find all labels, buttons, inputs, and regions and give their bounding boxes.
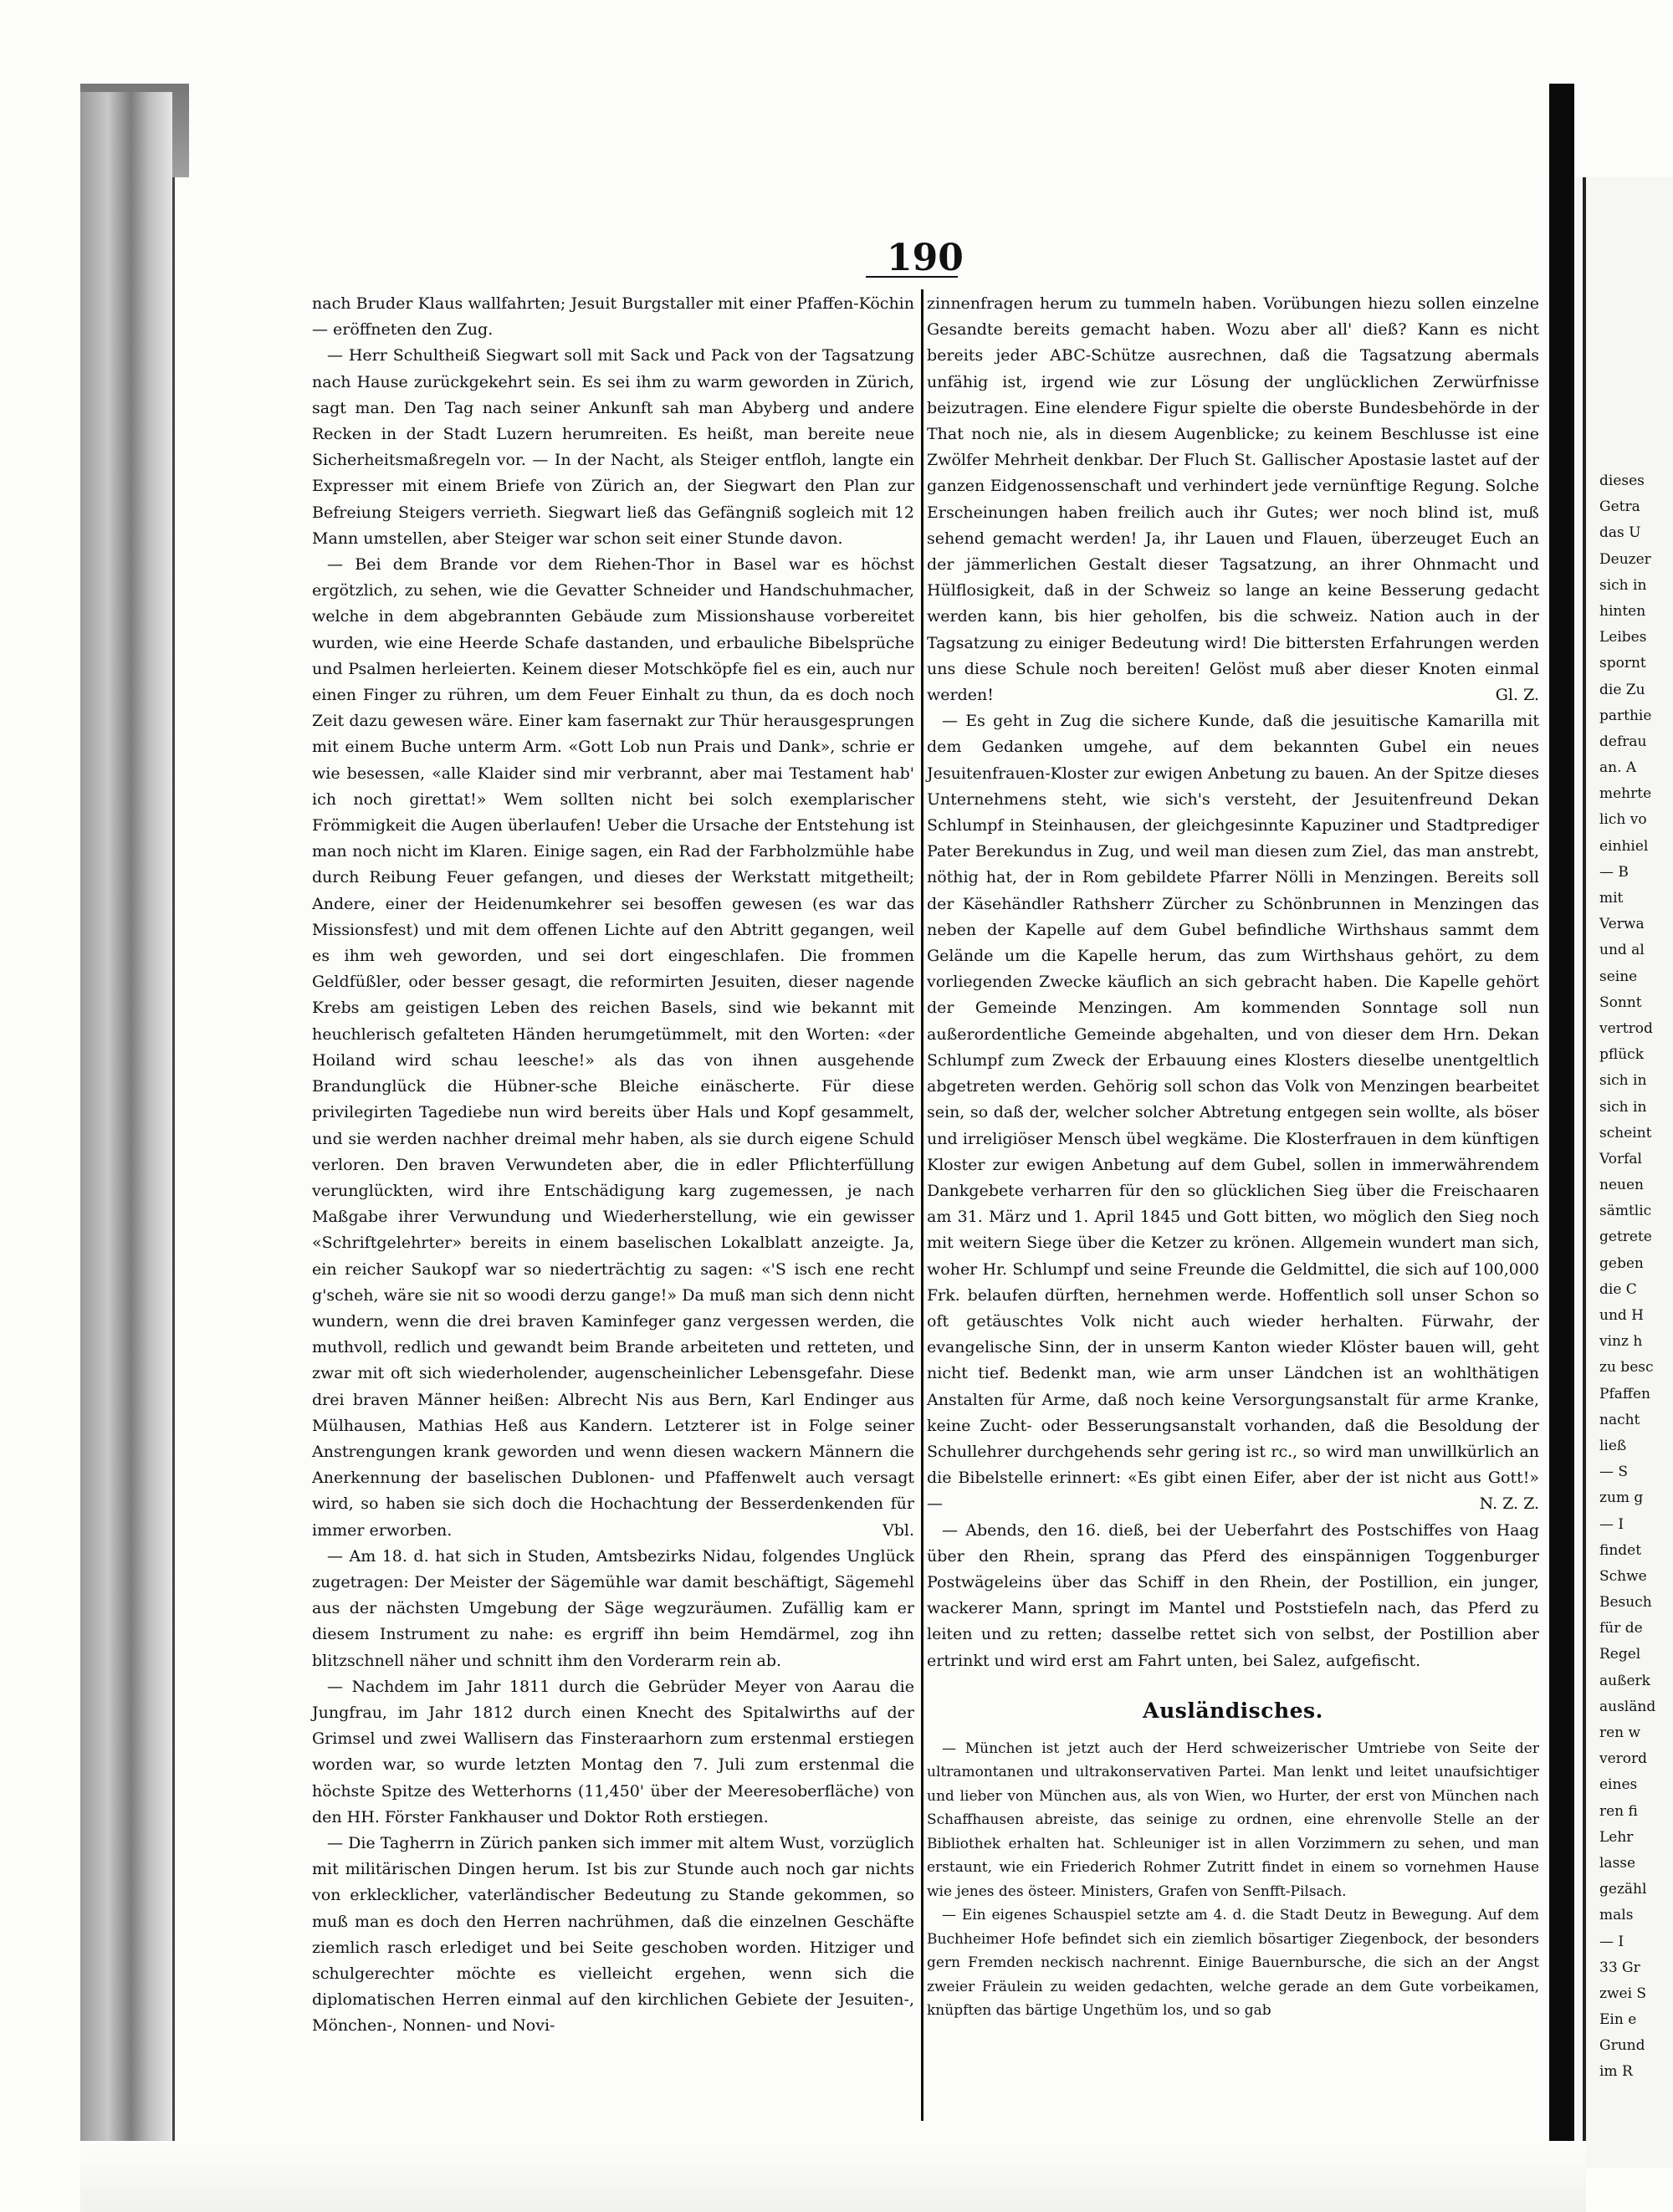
adjacent-page-fragments bbox=[1599, 468, 1673, 2086]
foreign-news-paragraph: — Ein eigenes Schauspiel setzte am 4. d. die Stadt Deutz in Bewegung. Auf dem Buchheimer Hofe befindet sich ein ziemlich bösartiger Ziegenbock, der besonders gern Fremden neckisch nachrennt. Einige Bauernbursche, die sich an der Angst zweier Fräulein zu weiden gedachten, welche gerade an dem Gute vorbeikamen, knüpften das bärtige Ungethüm los, und so gab bbox=[927, 1907, 1539, 2020]
adjacent-page-fragment: seine bbox=[1599, 968, 1638, 985]
adjacent-page-fragment: eines bbox=[1599, 1776, 1638, 1794]
adjacent-page-fragment: ren fi bbox=[1599, 1802, 1638, 1820]
adjacent-page-fragment: verord bbox=[1599, 1750, 1648, 1768]
adjacent-page-fragment: neuen bbox=[1599, 1177, 1644, 1194]
adjacent-page-fragment: für de bbox=[1599, 1620, 1643, 1637]
adjacent-page-fragment: zwei S bbox=[1599, 1985, 1647, 2002]
foreign-news-paragraph: — München ist jetzt auch der Herd schweizerischer Umtriebe von Seite der ultramontanen und ultrakonservativen Partei. Man lenkt und leitet unaufsichtiger und lieber von München aus, als von Wien, wo Hurter, der erst von München nach Schaffhausen abreiste, das seinige zu ordnen, eine ehrenvolle Stelle an der Bibliothek erhalten hat. Schleuniger ist in allen Vorzimmern zu sehen, und man erstaunt, wie ein Friederich Rohmer Zutritt findet in einem so vornehmen Hause wie jenes des östeer. Ministers, Grafen von Senfft-Pilsach. bbox=[927, 1739, 1539, 1900]
adjacent-page-fragment: findet bbox=[1599, 1541, 1642, 1559]
adjacent-page-fragment: im R bbox=[1599, 2063, 1633, 2081]
adjacent-page-fragment: lasse bbox=[1599, 1854, 1636, 1872]
adjacent-page-fragment: Ein e bbox=[1599, 2011, 1637, 2029]
article-signature: Vbl. bbox=[883, 1520, 914, 1540]
adjacent-page-fragment: ren w bbox=[1599, 1724, 1641, 1741]
adjacent-page-fragment: defrau bbox=[1599, 733, 1647, 750]
adjacent-page-fragment: Lehr bbox=[1599, 1828, 1634, 1846]
article-paragraph: — Abends, den 16. dieß, bei der Ueberfahrt des Postschiffes von Haag über den Rhein, sprang das Pferd des einspännigen Toggenburger Postwägeleins über das Schiff in den Rhein, der Postillion, ein junger, wackerer Mann, springt im Mantel und Poststiefeln nach, das Pferd zu leiten und zu retten; dasselbe rettet sich von selbst, der Postillion aber ertrinkt und wird erst am Fahrt unten, bei Salez, aufgefischt. bbox=[927, 1520, 1539, 1670]
article-paragraph bbox=[927, 708, 1539, 1517]
book-spine bbox=[80, 92, 172, 2149]
adjacent-page-fragment: ausländ bbox=[1599, 1698, 1656, 1715]
article-paragraph: — Herr Schultheiß Siegwart soll mit Sack und Pack von der Tagsatzung nach Hause zurückgekehrt sein. Es sei ihm zu warm geworden in Zürich, sagt man. Den Tag nach seiner Ankunft sah man Abyberg und andere Recken in der Stadt Luzern herumreiten. Es heißt, man bereite neue Sicherheitsmaßregeln vor. — In der Nacht, als Steiger entfloh, langte ein Expresser mit einem Briefe von Zürich an, der Siegwart den Plan zur Befreiung Steigers verrieth. Siegwart ließ das Gefängniß sogleich mit 12 Mann umstellen, aber Steiger war schon seit einer Stunde davon. bbox=[312, 346, 914, 548]
right-column bbox=[927, 291, 1539, 2023]
adjacent-page-sliver bbox=[1574, 177, 1673, 2168]
adjacent-page-fragment: Besuch bbox=[1599, 1594, 1652, 1612]
adjacent-page-fragment: Leibes bbox=[1599, 629, 1647, 646]
adjacent-page-fragment: 33 Gr bbox=[1599, 1959, 1640, 1976]
adjacent-page-fragment: Deuzer bbox=[1599, 550, 1651, 568]
article-paragraph bbox=[312, 552, 914, 1544]
adjacent-page-fragment: scheint bbox=[1599, 1124, 1652, 1142]
adjacent-page-fragment: gezähl bbox=[1599, 1881, 1647, 1898]
adjacent-page-fragment: — I bbox=[1599, 1933, 1624, 1950]
adjacent-page-fragment: — B bbox=[1599, 863, 1629, 881]
adjacent-page-fragment: Grund bbox=[1599, 2037, 1645, 2055]
adjacent-page-fragment: an. A bbox=[1599, 759, 1637, 777]
page-number: 190 bbox=[887, 237, 964, 279]
adjacent-page-fragment: Getra bbox=[1599, 498, 1640, 516]
page-bottom-margin bbox=[80, 2141, 1586, 2212]
adjacent-page-fragment: — I bbox=[1599, 1515, 1624, 1533]
article-signature: Gl. Z. bbox=[1495, 686, 1539, 705]
article-paragraph: — Die Tagherrn in Zürich panken sich immer mit altem Wust, vorzüglich mit militärischen Dingen herum. Ist bis zur Stunde auch noch gar nichts von erklecklicher, vaterländischer Bedeutung zu Stande gekommen, so muß man es doch den Herren nachrühmen, daß die einzelnen Geschäfte ziemlich rasch erlediget und bei Seite geschoben worden. Hitziger und schulgerechter möchte es vielleicht ergehen, wenn sich die diplomatischen Herren einmal auf den kirchlichen Gebiete der Jesuiten-, Mönchen-, Nonnen- und Novi- bbox=[312, 1833, 914, 2036]
adjacent-page-fragment: mehrte bbox=[1599, 785, 1652, 803]
adjacent-page-fragment: sich in bbox=[1599, 1072, 1647, 1090]
adjacent-page-fragment: vinz h bbox=[1599, 1333, 1643, 1351]
adjacent-page-fragment: ließ bbox=[1599, 1437, 1627, 1454]
left-column bbox=[312, 291, 914, 2040]
adjacent-page-fragment: Vorfal bbox=[1599, 1150, 1642, 1167]
section-heading-foreign: Ausländisches. bbox=[1143, 1698, 1323, 1723]
adjacent-page-fragment: parthie bbox=[1599, 707, 1652, 724]
article-signature: N. Z. Z. bbox=[1479, 1494, 1539, 1514]
adjacent-page-fragment: hinten bbox=[1599, 602, 1646, 620]
adjacent-page-fragment: sich in bbox=[1599, 1098, 1647, 1116]
article-paragraph-text: zinnenfragen herum zu tummeln haben. Vorübungen hiezu sollen einzelne Gesandte bereits gemacht haben. Wozu aber all' dieß? Kann es nicht bereits jeder ABC-Schütze ausrechnen, daß die Tagsatzung abermals unfähig ist, irgend wie zur Lösung der unglücklichen Zerwürfnisse beizutragen. Eine elendere Figur spielte die oberste Bundesbehörde in der That noch nie, als in diesem Augenblicke; zu keinem Beschlusse ist eine Zwölfer Mehrheit denkbar. Der Fluch St. Gallischer Apostasie lastet auf der ganzen Eidgenossenschaft und verhindert jede vernünftige Regung. Solche Erscheinungen haben freilich auch ihr Gutes; wer noch blind ist, muß sehend gemacht werden! Ja, ihr Lauen und Flauen, überzeuget Euch an der jämmerlichen Gestalt dieser Tagsatzung, an ihrer Ohnmacht und Hülflosigkeit, daß in der Schweiz so lange an keine Besserung gedacht werden kann, bis hier geholfen, bis die schweiz. Nation auch in der Tagsatzung zu einiger Bedeutung wird! Die bittersten Erfahrungen werden uns diese Schule noch bereiten! Gelöst muß aber dieser Knoten einmal werden! bbox=[927, 294, 1539, 705]
adjacent-page-fragment: das U bbox=[1599, 524, 1641, 542]
adjacent-page-fragment: mit bbox=[1599, 890, 1624, 907]
adjacent-page-fragment: mals bbox=[1599, 1907, 1634, 1924]
adjacent-page-fragment: Pfaffen bbox=[1599, 1385, 1650, 1402]
adjacent-page-edge bbox=[1583, 177, 1586, 2168]
adjacent-page-fragment: Verwa bbox=[1599, 916, 1645, 933]
adjacent-page-fragment: — S bbox=[1599, 1464, 1629, 1481]
gutter-shadow bbox=[1549, 84, 1574, 2174]
article-paragraph: — Am 18. d. hat sich in Studen, Amtsbezirks Nidau, folgendes Unglück zugetragen: Der Meister der Sägemühle war damit beschäftigt, Sägemehl aus der nächsten Umgebung der Säge wegzuräumen. Zufällig kam er diesem Instrument zu nahe: es ergriff ihn beim Hemdärmel, zog ihn blitzschnell näher und schnitt ihm den Vorderarm rein ab. bbox=[312, 1546, 914, 1670]
article-paragraph: nach Bruder Klaus wallfahrten; Jesuit Burgstaller mit einer Pfaffen-Köchin — eröffneten den Zug. bbox=[312, 294, 914, 340]
adjacent-page-fragment: dieses bbox=[1599, 473, 1645, 489]
adjacent-page-fragment: einhiel bbox=[1599, 837, 1649, 855]
adjacent-page-fragment: Regel bbox=[1599, 1646, 1641, 1663]
adjacent-page-fragment: die Zu bbox=[1599, 681, 1645, 698]
article-paragraph bbox=[927, 291, 1539, 708]
adjacent-page-fragment: zu besc bbox=[1599, 1359, 1654, 1377]
adjacent-page-fragment: spornt bbox=[1599, 655, 1646, 672]
adjacent-page-fragment: sämtlic bbox=[1599, 1203, 1652, 1220]
adjacent-page-fragment: sich in bbox=[1599, 576, 1647, 594]
adjacent-page-fragment: lich vo bbox=[1599, 811, 1647, 829]
adjacent-page-fragment: Sonnt bbox=[1599, 994, 1642, 1011]
article-paragraph: — Nachdem im Jahr 1811 durch die Gebrüder Meyer von Aarau die Jungfrau, im Jahr 1812 durch einen Knecht des Spitalwirths auf der Grimsel und zwei Wallisern das Finsteraarhorn zum erstenmal erstiegen worden war, so wurde letzten Montag den 7. Juli zum erstenmal die höchste Spitze des Wetterhorns (11,450' über der Meeresoberfläche) von den HH. Förster Fankhauser und Doktor Roth erstiegen. bbox=[312, 1677, 914, 1826]
adjacent-page-fragment: zum g bbox=[1599, 1489, 1644, 1507]
adjacent-page-fragment: vertrod bbox=[1599, 1019, 1653, 1037]
article-paragraph-text: — Es geht in Zug die sichere Kunde, daß die jesuitische Kamarilla mit dem Gedanken umgehe, auf dem bekannten Gubel ein neues Jesuitenfrauen-Kloster zur ewigen Anbetung zu bauen. An der Spitze dieses Unternehmens steht, wie sich's versteht, der Jesuitenfreund Dekan Schlumpf in Steinhausen, der gleichgesinnte Kapuziner und Stadtprediger Pater Berekundus in Zug, und weil man diesen zum Ziel, das man anstrebt, nöthig hat, der in Rom gebildete Pfarrer Nölli in Menzingen. Bereits soll der Käsehändler Rathsherr Zürcher zu Schönbrunnen in Menzingen das neben der Kapelle auf dem Gubel befindliche Wirthshaus sammt dem Gelände um die Kapelle herum, das zum Wirthshaus gehört, zu dem vorliegenden Zwecke käuflich an sich gebracht haben. Die Kapelle gehört der Gemeinde Menzingen. Am kommenden Sonntage soll nun außerordentliche Gemeinde abgehalten, und von dieser dem Hrn. Dekan Schlumpf zum Zweck der Erbauung eines Klosters dieselbe unentgeltlich abgetreten werden. Gehörig soll schon das Volk von Menzingen bearbeitet sein, so daß der, welcher solcher Abtretung entgegen sein wollte, als böser und irreligiöser Mensch übel wegkäme. Die Klosterfrauen in dem künftigen Kloster zur ewigen Anbetung auf dem Gubel, sollen in immerwährendem Dankgebete verharren für den so glücklichen Sieg über die Freischaaren am 31. März und 1. April 1845 und Gott bitten, wo möglich den Sieg noch mit weitern Siege über die Ketzer zu krönen. Allgemein wundert man sich, woher Hr. Schlumpf und seine Freunde die Geldmittel, die sich auf 100,000 Frk. belaufen dürften, hernehmen werde. Hoffentlich soll unser Schon so oft getäuschtes Volk nicht auch wieder herhalten. Fürwahr, der evangelische Sinn, der in unserm Kanton wieder Klöster bauen will, geht nicht tief. Bedenkt man, wie arm unser Ländchen ist an wohlthätigen Anstalten für Arme, daß noch keine Versorgungsanstalt für arme Kranke, keine Zucht- oder Besserungsanstalt vorhanden, daß die Besoldung der Schullehrer durchgehends sehr gering ist rc., so wird man unwillkürlich an die Bibelstelle erinnert: «Es gibt einen Eifer, aber der ist nicht aus Gott!» — bbox=[927, 712, 1539, 1514]
adjacent-page-fragment: außerk bbox=[1599, 1672, 1650, 1689]
adjacent-page-fragment: geben bbox=[1599, 1254, 1644, 1272]
adjacent-page-fragment: und H bbox=[1599, 1307, 1645, 1324]
adjacent-page-fragment: getrete bbox=[1599, 1229, 1652, 1246]
adjacent-page-fragment: nacht bbox=[1599, 1411, 1640, 1428]
column-divider bbox=[921, 289, 923, 2121]
adjacent-page-fragment: pflück bbox=[1599, 1046, 1644, 1064]
page-number-rule bbox=[866, 276, 958, 278]
adjacent-page-fragment: die C bbox=[1599, 1280, 1637, 1298]
article-paragraph-text: — Bei dem Brande vor dem Riehen-Thor in Basel war es höchst ergötzlich, zu sehen, wie die Gevatter Schneider und Handschuhmacher, welche in dem abgebrannten Gebäude zum Missionshause vorbereitet wurden, wie eine Heerde Schafe dastanden, und erbauliche Bibelsprüche und Psalmen herleierten. Keinem dieser Motschköpfe fiel es ein, auch nur einen Finger zu rühren, um dem Feuer Einhalt zu thun, da es doch noch Zeit dazu gewesen wäre. Einer kam fasernakt zur Thür herausgesprungen mit einem Buche unterm Arm. «Gott Lob nun Prais und Dank», schrie er wie besessen, «alle Klaider sind mir verbrannt, aber mai Testament hab' ich noch girettat!» Wem sollten nicht bei solch exemplarischer Frömmigkeit die Augen überlaufen! Ueber die Ursache der Entstehung ist man noch nicht im Klaren. Einige sagen, ein Rad der Farbholzmühle habe durch Reibung Feuer gefangen, und dieses der Werkstatt mitgetheilt; Andere, einer der Heidenumkehrer sei besoffen gewesen (es war das Missionsfest) und mit dem offenen Lichte auf den Abtritt gegangen, weil es ihm weh geworden, und sei dort eingeschlafen. Die frommen Geldfüßler, oder besser gesagt, die reformirten Jesuiten, dieser nagende Krebs am geistigen Leben des reichen Basels, sind wie bekannt mit heuchlerisch gefalteten Händen herumgetümmelt, mit den Worten: «der Hoiland wird schau leesche!» als das von ihnen ausgehende Brandunglück die Hübner-sche Bleiche einäscherte. Für diese privilegirten Tagediebe nun wird bereits über Hals und Kopf gesammelt, und sie werden nachher dreimal mehr haben, als sie durch eigene Schuld verloren. Den braven Verwundeten aber, die in edler Pflichterfüllung verunglückten, wird ihre Entschädigung karg zugemessen, je nach Maßgabe ihrer Verwundung und Wiederherstellung, wie ein gewisser «Schriftgelehrter» bereits in einem baselischen Lokalblatt anzeigte. Ja, ein reicher Saukopf war so niederträchtig zu sagen: «'S isch ene recht g'scheh, wäre sie nit so woodi derzu gange!» Da muß man sich denn nicht wundern, wenn die drei braven Kaminfeger ganz vergessen werden, die muthvoll, redlich und gewandt beim Brande arbeiteten und retteten, und zwar mit oft sich wiederholender, augenscheinlicher Lebensgefahr. Diese drei braven Männer heißen: Albrecht Nis aus Bern, Karl Endinger aus Mülhausen, Mathias Heß aus Kandern. Letzterer ist in Folge seiner Anstrengungen krank geworden und wenn diesen wackern Männern die Anerkennung der baselischen Dublonen- und Pfaffenwelt auch versagt wird, so haben sie sich doch die Hochachtung der Besserdenkenden für immer erworben. bbox=[312, 555, 914, 1540]
adjacent-page-fragment: Schwe bbox=[1599, 1567, 1647, 1585]
adjacent-page-fragment: und al bbox=[1599, 942, 1645, 959]
